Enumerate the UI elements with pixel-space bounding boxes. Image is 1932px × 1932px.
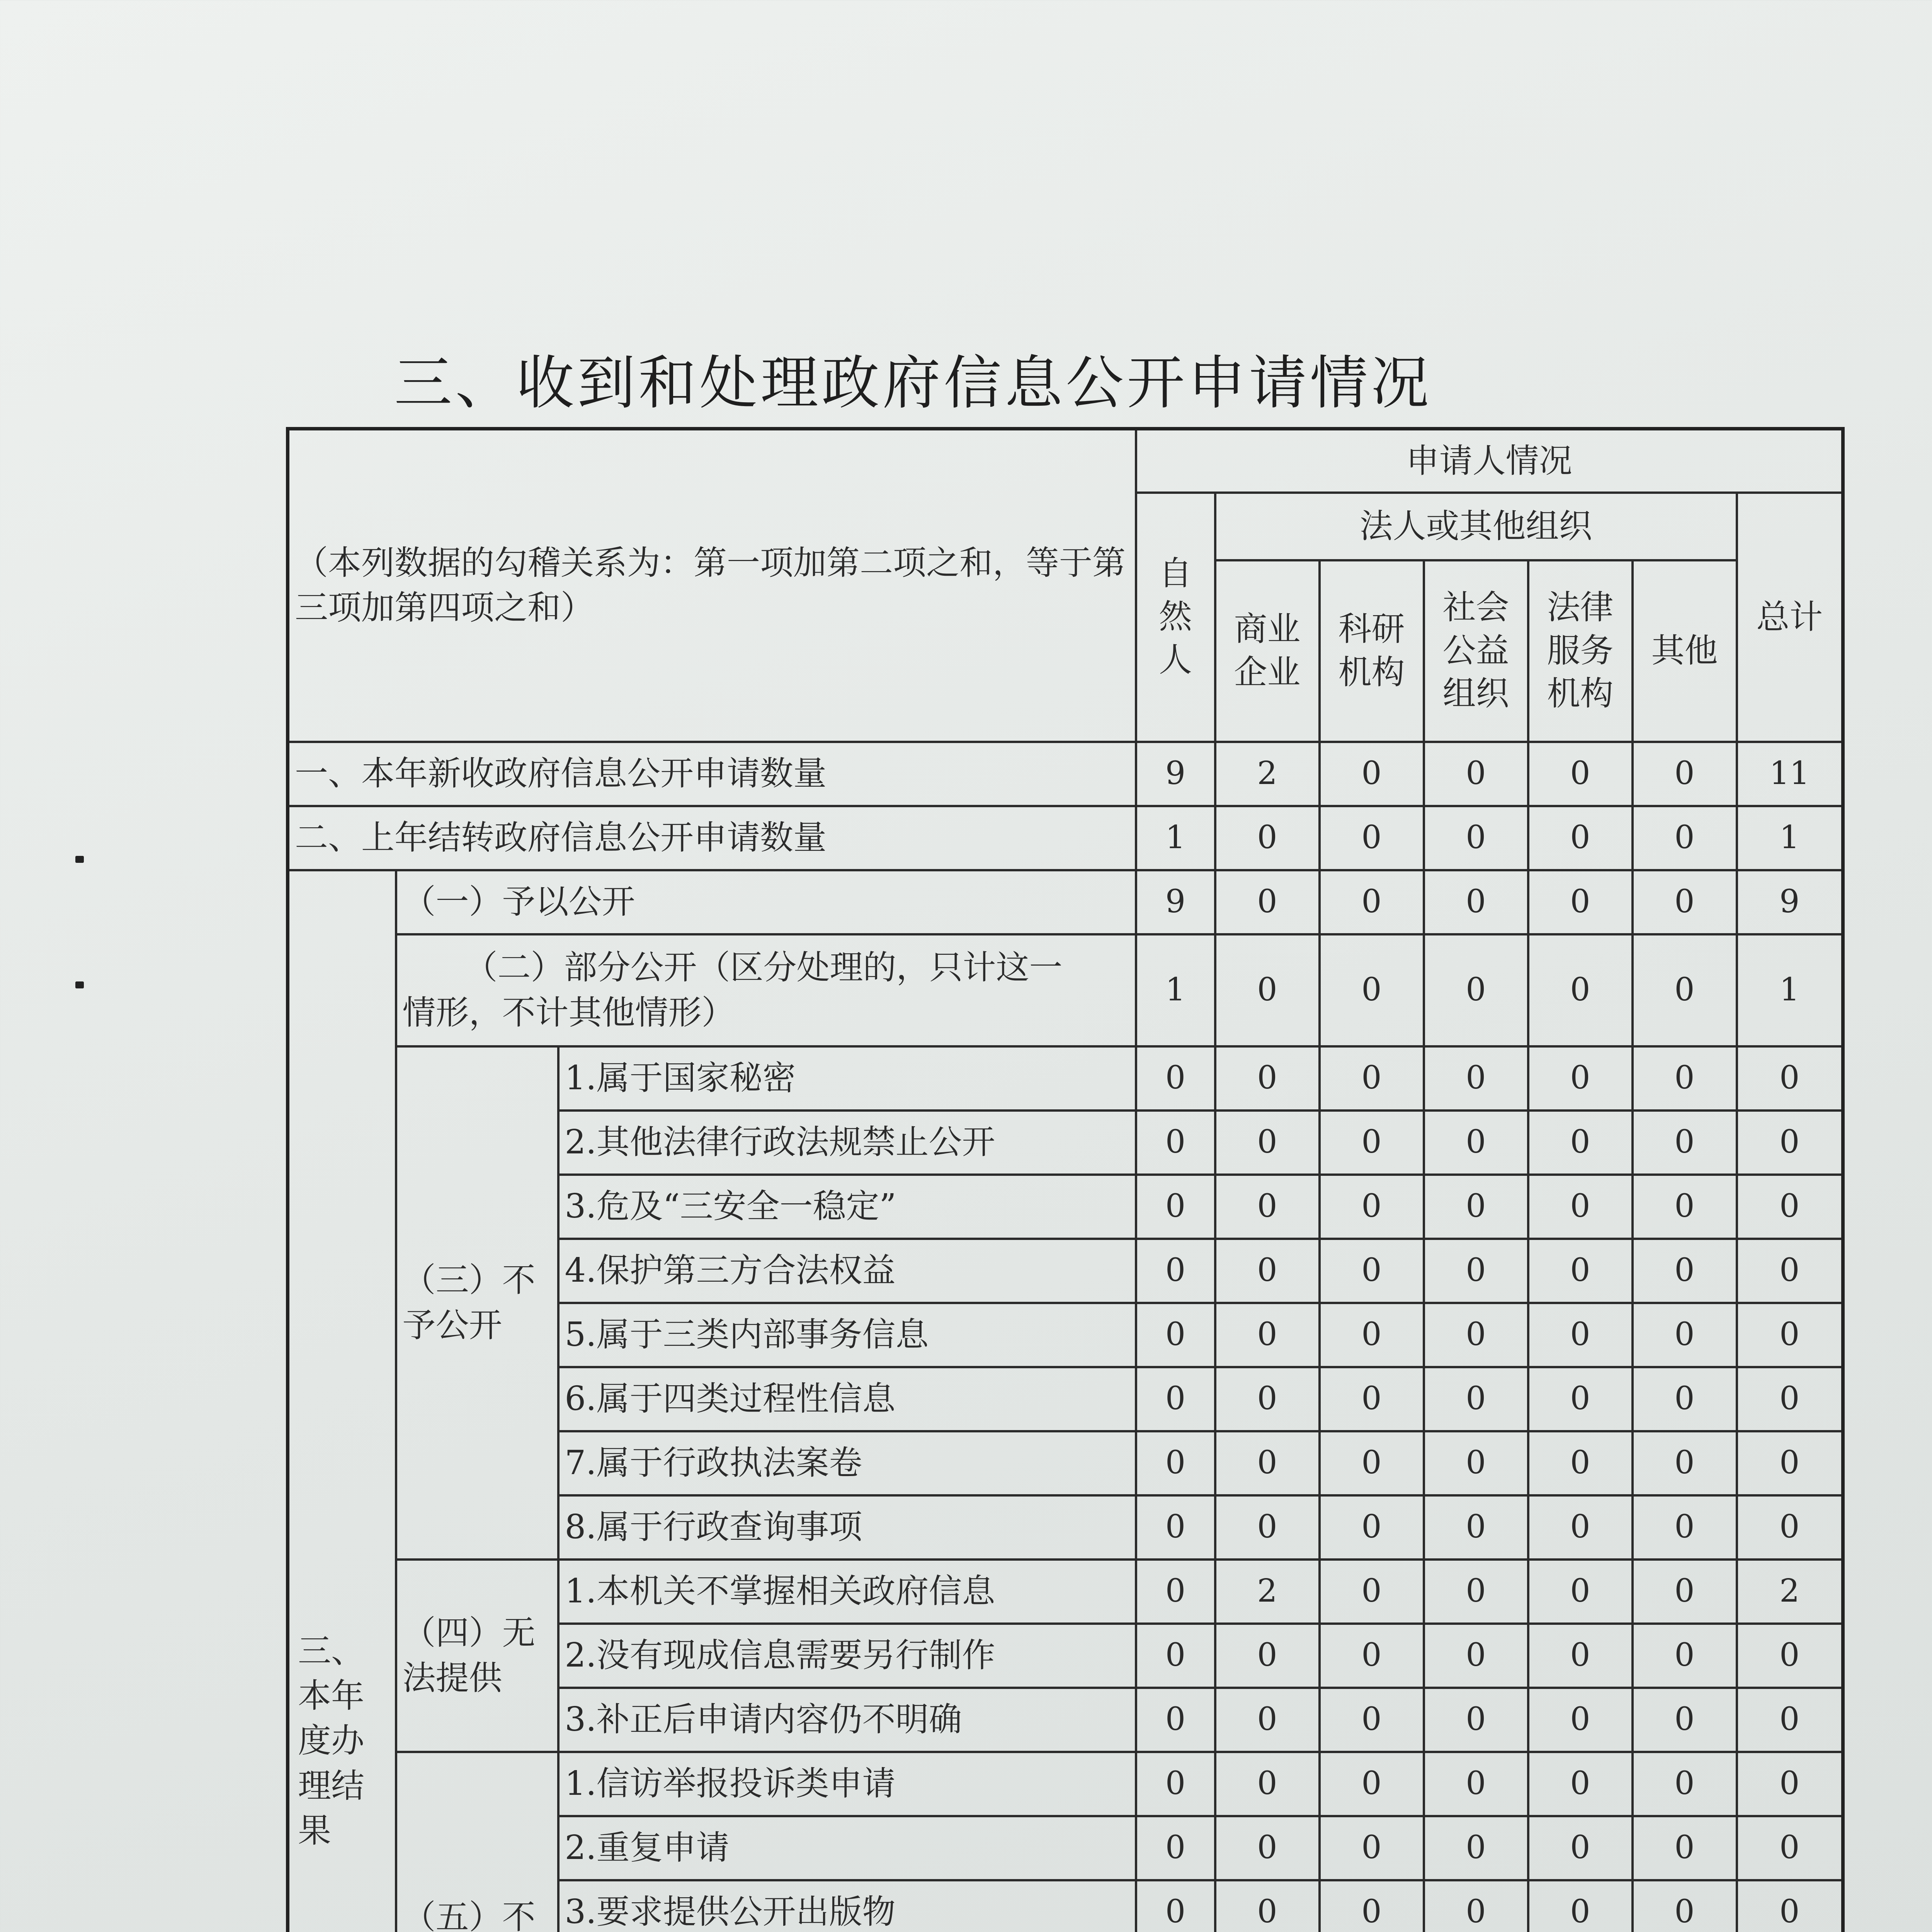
row-partial [288,934,1843,1046]
group-label: （四）无法提供 [402,1614,536,1697]
value-cell: 0 [1633,1175,1737,1239]
not-disclose-group [396,1046,558,1560]
table-note: （本列数据的勾稽关系为：第一项加第二项之和，等于第三项加第四项之和） [288,429,1136,742]
row-label-line: （二）部分公开（区分处理的，只计这一 [464,948,1063,987]
value-cell: 0 [1633,1239,1737,1303]
value-cell: 0 [1528,1303,1633,1367]
value-cell: 0 [1424,1175,1528,1239]
value-cell: 0 [1737,1880,1843,1932]
legal-group-header: 法人或其他组织 [1215,493,1737,560]
value-cell: 0 [1136,1111,1215,1175]
value-cell: 0 [1215,1046,1320,1111]
org-header-label: 商业企业 [1234,609,1301,692]
value-cell: 0 [1424,806,1528,870]
row-label: 2.没有现成信息需要另行制作 [558,1624,1136,1688]
org-header [1633,560,1737,742]
value-cell: 0 [1136,1560,1215,1624]
value-cell: 0 [1215,1111,1320,1175]
value-cell: 0 [1528,1111,1633,1175]
value-cell: 0 [1737,1303,1843,1367]
value-cell: 0 [1136,1367,1215,1431]
value-cell: 0 [1136,1816,1215,1880]
value-cell: 0 [1528,1367,1633,1431]
value-cell: 0 [1424,1303,1528,1367]
value-cell: 0 [1320,1560,1424,1624]
row-label: 2.其他法律行政法规禁止公开 [558,1111,1136,1175]
value-cell: 0 [1320,1239,1424,1303]
value-cell: 0 [1633,1752,1737,1816]
row-label: 6.属于四类过程性信息 [558,1367,1136,1431]
disclosure-requests-table [286,427,1845,1932]
value-cell: 0 [1633,1688,1737,1752]
row-label: 3.危及“三安全一稳定” [558,1175,1136,1239]
value-cell: 0 [1424,870,1528,934]
value-cell: 0 [1528,1046,1633,1111]
value-cell: 0 [1320,1367,1424,1431]
value-cell: 0 [1424,1046,1528,1111]
value-cell: 2 [1215,742,1320,806]
value-cell: 0 [1633,1367,1737,1431]
value-cell: 0 [1320,1175,1424,1239]
value-cell: 0 [1320,1495,1424,1560]
value-cell: 0 [1320,870,1424,934]
value-cell: 0 [1215,1175,1320,1239]
group-label: （五）不 [402,1898,536,1932]
value-cell: 0 [1737,1495,1843,1560]
value-cell: 0 [1320,1624,1424,1688]
value-cell: 0 [1424,1239,1528,1303]
value-cell: 0 [1528,870,1633,934]
value-cell: 0 [1215,1495,1320,1560]
value-cell: 2 [1737,1560,1843,1624]
value-cell: 0 [1737,1175,1843,1239]
value-cell: 0 [1528,1431,1633,1495]
value-cell: 0 [1136,1046,1215,1111]
value-cell: 0 [1528,1560,1633,1624]
value-cell: 0 [1424,742,1528,806]
value-cell: 9 [1136,870,1215,934]
row-label: （一）予以公开 [396,870,1136,934]
value-cell: 0 [1320,1046,1424,1111]
row-label: 1.属于国家秘密 [558,1046,1136,1111]
value-cell: 0 [1320,1303,1424,1367]
value-cell: 0 [1215,1752,1320,1816]
value-cell: 0 [1633,1816,1737,1880]
value-cell: 0 [1215,1303,1320,1367]
natural-person-label: 自然人 [1159,554,1192,679]
value-cell: 0 [1528,1495,1633,1560]
value-cell: 0 [1737,1111,1843,1175]
value-cell: 9 [1136,742,1215,806]
value-cell: 0 [1424,1367,1528,1431]
value-cell: 0 [1320,1431,1424,1495]
value-cell: 0 [1320,1688,1424,1752]
not-process-group [396,1752,558,1932]
value-cell: 0 [1737,1367,1843,1431]
value-cell: 0 [1528,1239,1633,1303]
table-row [288,1046,1843,1111]
value-cell: 0 [1737,1688,1843,1752]
value-cell: 1 [1737,934,1843,1046]
row-label: 二、上年结转政府信息公开申请数量 [288,806,1136,870]
value-cell: 0 [1320,934,1424,1046]
value-cell: 0 [1215,934,1320,1046]
value-cell: 0 [1136,1495,1215,1560]
table-row [288,1752,1843,1816]
value-cell: 0 [1737,1431,1843,1495]
table-row [288,1560,1843,1624]
value-cell: 0 [1136,1688,1215,1752]
org-header-label: 社会公益组织 [1442,588,1509,713]
value-cell: 0 [1528,1816,1633,1880]
value-cell: 0 [1320,742,1424,806]
applicant-situation-header: 申请人情况 [1136,429,1843,493]
org-header-label: 其他 [1651,631,1718,670]
org-header [1320,560,1424,742]
value-cell: 0 [1633,1303,1737,1367]
value-cell: 0 [1424,1560,1528,1624]
value-cell: 0 [1528,1752,1633,1816]
value-cell: 0 [1424,934,1528,1046]
value-cell: 0 [1737,1239,1843,1303]
row-label-line: 情形，不计其他情形） [402,993,735,1032]
value-cell: 0 [1136,1752,1215,1816]
row-label: 8.属于行政查询事项 [558,1495,1136,1560]
value-cell: 2 [1215,1560,1320,1624]
org-header [1215,560,1320,742]
value-cell: 0 [1633,806,1737,870]
row-label: 一、本年新收政府信息公开申请数量 [288,742,1136,806]
value-cell: 0 [1215,1367,1320,1431]
row-carried-over [288,806,1843,870]
row-new-requests [288,742,1843,806]
category-label: 三、本年度办理结果 [298,1632,364,1850]
value-cell: 1 [1737,806,1843,870]
value-cell: 0 [1528,934,1633,1046]
value-cell: 0 [1737,1046,1843,1111]
value-cell: 0 [1136,1880,1215,1932]
value-cell: 0 [1633,1431,1737,1495]
org-header [1424,560,1528,742]
value-cell: 0 [1528,1688,1633,1752]
unable-group [396,1560,558,1752]
group-label: （三）不予公开 [402,1261,536,1345]
value-cell: 0 [1528,742,1633,806]
value-cell: 0 [1424,1752,1528,1816]
value-cell: 0 [1215,1431,1320,1495]
value-cell: 0 [1633,1624,1737,1688]
value-cell: 0 [1424,1880,1528,1932]
value-cell: 0 [1633,1495,1737,1560]
value-cell: 0 [1633,1880,1737,1932]
value-cell: 9 [1737,870,1843,934]
value-cell: 0 [1136,1624,1215,1688]
value-cell: 0 [1737,1624,1843,1688]
value-cell: 1 [1136,934,1215,1046]
row-label: 5.属于三类内部事务信息 [558,1303,1136,1367]
row-label: 1.本机关不掌握相关政府信息 [558,1560,1136,1624]
org-header-label: 法律服务机构 [1547,588,1614,713]
value-cell: 0 [1215,870,1320,934]
value-cell: 0 [1136,1175,1215,1239]
value-cell: 0 [1136,1239,1215,1303]
page-title: 三、收到和处理政府信息公开申请情况 [394,350,1432,417]
org-header-label: 科研机构 [1338,609,1405,692]
value-cell: 0 [1737,1816,1843,1880]
value-cell: 0 [1633,742,1737,806]
value-cell: 0 [1215,1688,1320,1752]
value-cell: 0 [1320,1816,1424,1880]
value-cell: 0 [1320,1111,1424,1175]
value-cell: 0 [1424,1688,1528,1752]
value-cell: 0 [1320,806,1424,870]
value-cell: 1 [1136,806,1215,870]
value-cell: 0 [1215,806,1320,870]
value-cell: 0 [1424,1431,1528,1495]
margin-mark [75,981,84,988]
value-cell: 0 [1215,1816,1320,1880]
value-cell: 0 [1528,1175,1633,1239]
value-cell: 0 [1424,1495,1528,1560]
row-label: 3.要求提供公开出版物 [558,1880,1136,1932]
row-label: 2.重复申请 [558,1816,1136,1880]
results-category [288,870,396,1932]
value-cell: 0 [1633,934,1737,1046]
natural-person-header [1136,493,1215,742]
org-header [1528,560,1633,742]
value-cell: 0 [1633,870,1737,934]
value-cell: 0 [1528,806,1633,870]
value-cell: 0 [1633,1046,1737,1111]
value-cell: 0 [1633,1111,1737,1175]
row-label: 4.保护第三方合法权益 [558,1239,1136,1303]
value-cell: 0 [1424,1816,1528,1880]
row-label: 1.信访举报投诉类申请 [558,1752,1136,1816]
value-cell: 0 [1424,1111,1528,1175]
row-disclose [288,870,1843,934]
value-cell: 11 [1737,742,1843,806]
value-cell: 0 [1136,1431,1215,1495]
value-cell: 0 [1424,1624,1528,1688]
value-cell: 0 [1737,1752,1843,1816]
total-header: 总计 [1737,493,1843,742]
value-cell: 0 [1215,1880,1320,1932]
row-label: 3.补正后申请内容仍不明确 [558,1688,1136,1752]
row-label [396,934,1136,1046]
value-cell: 0 [1320,1880,1424,1932]
value-cell: 0 [1528,1624,1633,1688]
value-cell: 0 [1320,1752,1424,1816]
row-label: 7.属于行政执法案卷 [558,1431,1136,1495]
value-cell: 0 [1136,1303,1215,1367]
value-cell: 0 [1215,1624,1320,1688]
value-cell: 0 [1528,1880,1633,1932]
margin-mark [75,856,84,863]
value-cell: 0 [1215,1239,1320,1303]
value-cell: 0 [1633,1560,1737,1624]
